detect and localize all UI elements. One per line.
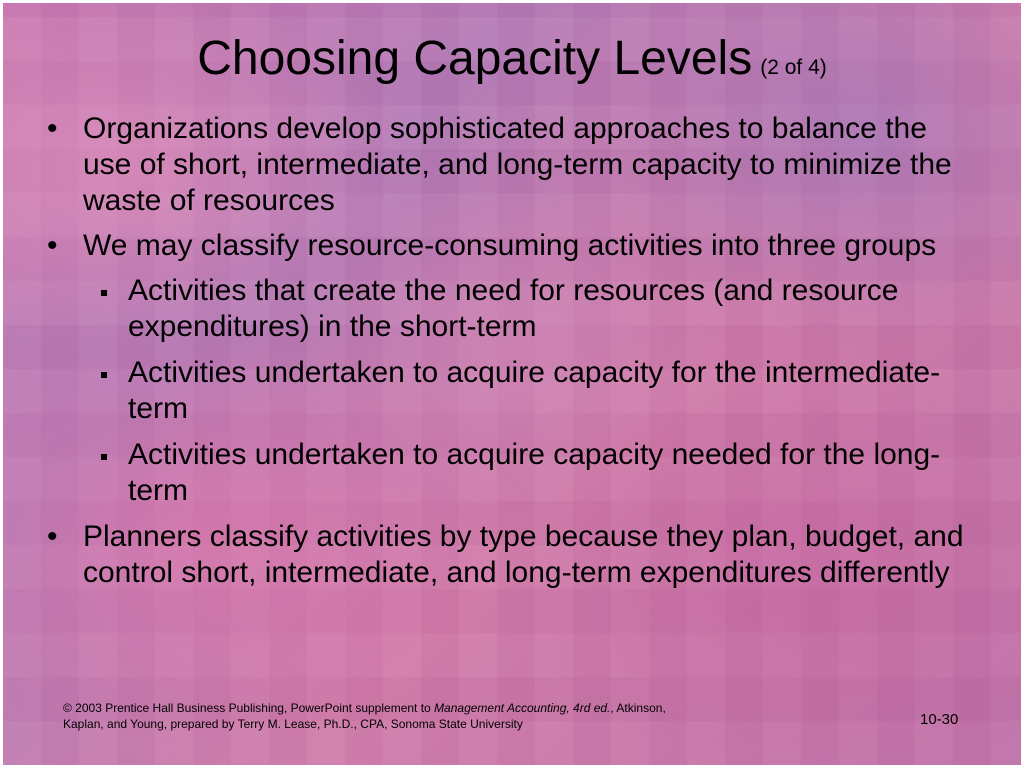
bullet-item bbox=[43, 111, 983, 219]
slide-title bbox=[3, 31, 1021, 86]
footer-book-title: Management Accounting, 4rd ed. bbox=[434, 701, 611, 715]
slide bbox=[3, 3, 1021, 765]
bullet-icon: • bbox=[47, 229, 58, 262]
square-bullet-icon bbox=[101, 372, 107, 378]
footer-copyright-prefix: © 2003 Prentice Hall Business Publishing, PowerPoint supplement to bbox=[63, 701, 431, 715]
bullet-text: Planners classify activities by type because they plan, budget, and control short, intermediate, and long-term expenditures differently bbox=[83, 520, 964, 589]
sub-bullet-item bbox=[43, 437, 983, 509]
sub-bullet-text: Activities undertaken to acquire capacity needed for the long-term bbox=[128, 438, 941, 507]
bullet-text: Organizations develop sophisticated approaches to balance the use of short, intermediate, and long-term capacity to minimize the waste of resources bbox=[83, 112, 952, 217]
bullet-item bbox=[43, 228, 983, 264]
bullet-icon: • bbox=[47, 112, 58, 145]
sub-bullet-item bbox=[43, 355, 983, 427]
footer-copyright-suffix: , Atkinson, bbox=[610, 701, 666, 715]
slide-footer bbox=[63, 700, 763, 732]
footer-line-1 bbox=[63, 700, 763, 716]
slide-content bbox=[43, 111, 983, 600]
bullet-icon: • bbox=[47, 520, 58, 553]
sub-bullet-text: Activities that create the need for resources (and resource expenditures) in the short-term bbox=[128, 274, 899, 343]
square-bullet-icon bbox=[101, 454, 107, 460]
sub-bullet-item bbox=[43, 273, 983, 345]
page-number: 10-30 bbox=[920, 711, 959, 728]
bullet-text: We may classify resource-consuming activities into three groups bbox=[83, 229, 937, 262]
square-bullet-icon bbox=[101, 290, 107, 296]
footer-line-2: Kaplan, and Young, prepared by Terry M. Lease, Ph.D., CPA, Sonoma State University bbox=[63, 717, 523, 731]
sub-bullet-text: Activities undertaken to acquire capacity for the intermediate-term bbox=[128, 356, 941, 425]
title-sub: (2 of 4) bbox=[760, 56, 827, 79]
title-main: Choosing Capacity Levels bbox=[197, 32, 753, 85]
bullet-item bbox=[43, 519, 983, 591]
